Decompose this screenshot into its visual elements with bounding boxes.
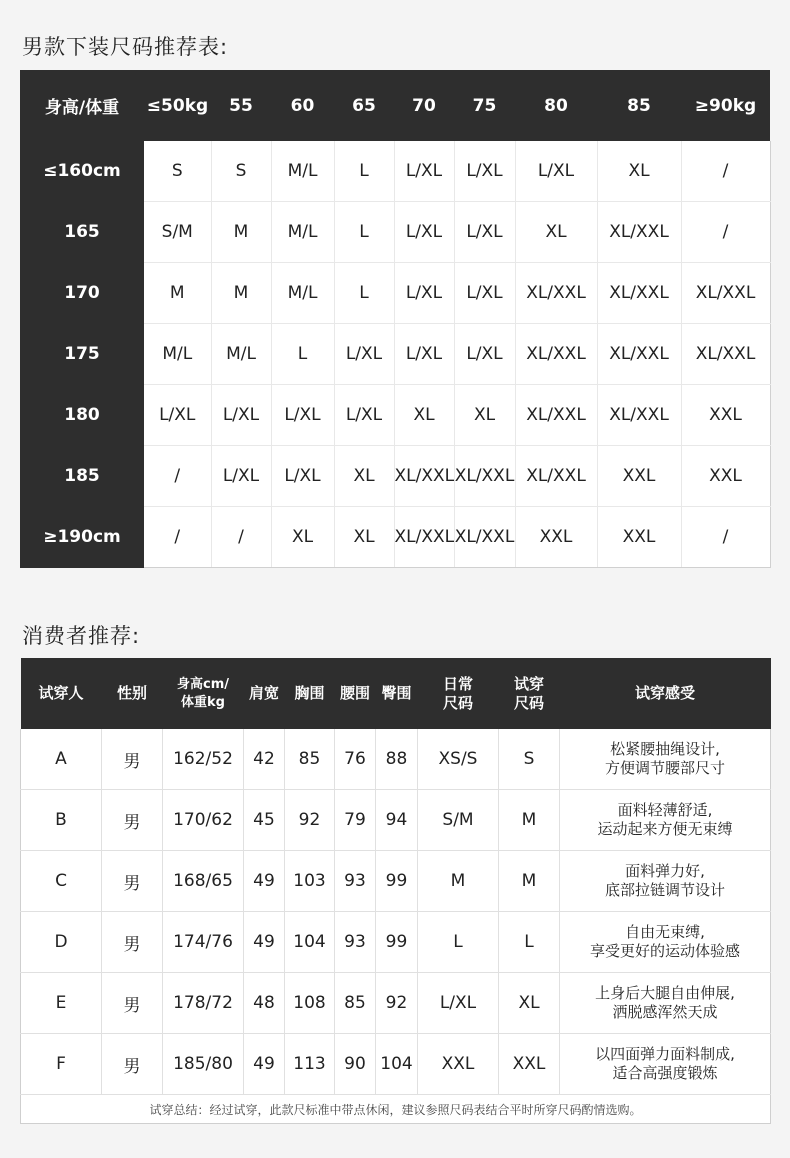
- size-chart-table: [20, 70, 771, 568]
- size-row: [20, 446, 770, 507]
- size-cell: XL/XXL: [681, 263, 770, 324]
- body-cell: 178/72: [163, 973, 244, 1034]
- size-cell: M: [211, 202, 271, 263]
- size-cell: M/L: [271, 141, 334, 202]
- consumer-row: [21, 729, 771, 790]
- gender-cell: 男: [102, 912, 163, 973]
- waist-header: 腰围: [335, 658, 376, 729]
- consumer-row: [21, 790, 771, 851]
- hip-cell: 88: [376, 729, 418, 790]
- size-cell: L/XL: [144, 385, 211, 446]
- trial-size-header: [499, 658, 560, 729]
- waist-cell: 93: [335, 851, 376, 912]
- trial-size-cell: L: [499, 912, 560, 973]
- size-cell: XXL: [515, 507, 597, 568]
- consumer-row: [21, 912, 771, 973]
- feel-line2: 方便调节腰部尺寸: [604, 759, 725, 777]
- feel-cell: [560, 973, 771, 1034]
- size-cell: M: [144, 263, 211, 324]
- shoulder-cell: 49: [244, 1034, 285, 1095]
- size-chart-body: [20, 141, 770, 568]
- height-label: 170: [20, 263, 144, 324]
- tester-header: 试穿人: [21, 658, 102, 729]
- daily-size-cell: L: [418, 912, 499, 973]
- summary-row: [21, 1095, 771, 1124]
- tester-cell: C: [21, 851, 102, 912]
- size-cell: XL/XXL: [454, 446, 515, 507]
- hip-cell: 99: [376, 851, 418, 912]
- size-cell: /: [211, 507, 271, 568]
- trial-size-cell: M: [499, 790, 560, 851]
- daily-size-cell: XS/S: [418, 729, 499, 790]
- shoulder-cell: 49: [244, 912, 285, 973]
- trial-size-cell: S: [499, 729, 560, 790]
- consumer-row: [21, 851, 771, 912]
- waist-cell: 90: [335, 1034, 376, 1095]
- size-cell: L/XL: [271, 446, 334, 507]
- feel-line1: 松紧腰抽绳设计,: [610, 740, 720, 758]
- size-cell: L: [334, 202, 394, 263]
- size-cell: /: [144, 446, 211, 507]
- size-cell: XL/XXL: [515, 385, 597, 446]
- shoulder-cell: 42: [244, 729, 285, 790]
- size-cell: XL: [454, 385, 515, 446]
- size-cell: XL/XXL: [515, 263, 597, 324]
- size-cell: XXL: [597, 507, 681, 568]
- size-cell: S: [211, 141, 271, 202]
- weight-header: ≥90kg: [681, 70, 770, 141]
- body-cell: 174/76: [163, 912, 244, 973]
- gender-cell: 男: [102, 729, 163, 790]
- height-label: ≤160cm: [20, 141, 144, 202]
- size-cell: XL/XXL: [515, 446, 597, 507]
- feel-line2: 底部拉链调节设计: [604, 881, 725, 899]
- body-header-line2: 体重kg: [181, 694, 225, 710]
- size-cell: L/XL: [515, 141, 597, 202]
- chest-cell: 85: [285, 729, 335, 790]
- height-label: 175: [20, 324, 144, 385]
- size-cell: XXL: [681, 446, 770, 507]
- trial-header-line1: 试穿: [513, 674, 544, 693]
- gender-cell: 男: [102, 1034, 163, 1095]
- size-cell: S/M: [144, 202, 211, 263]
- size-cell: L: [271, 324, 334, 385]
- feel-line1: 以四面弹力面料制成,: [595, 1045, 735, 1063]
- weight-header: ≤50kg: [144, 70, 211, 141]
- hip-header: 臀围: [376, 658, 418, 729]
- tester-cell: F: [21, 1034, 102, 1095]
- trial-header-line2: 尺码: [513, 693, 544, 712]
- weight-header: 70: [394, 70, 454, 141]
- feel-line2: 洒脱感浑然天成: [612, 1003, 718, 1021]
- chest-cell: 92: [285, 790, 335, 851]
- chest-cell: 103: [285, 851, 335, 912]
- shoulder-header: 肩宽: [244, 658, 285, 729]
- size-cell: M/L: [271, 202, 334, 263]
- trial-size-cell: M: [499, 851, 560, 912]
- chest-cell: 104: [285, 912, 335, 973]
- tester-cell: A: [21, 729, 102, 790]
- feel-cell: [560, 912, 771, 973]
- hip-cell: 94: [376, 790, 418, 851]
- weight-header: 65: [334, 70, 394, 141]
- size-cell: L/XL: [454, 263, 515, 324]
- gender-cell: 男: [102, 790, 163, 851]
- daily-size-header: [418, 658, 499, 729]
- size-cell: XL: [515, 202, 597, 263]
- weight-header: 80: [515, 70, 597, 141]
- consumer-row: [21, 973, 771, 1034]
- size-cell: L/XL: [394, 141, 454, 202]
- body-cell: 168/65: [163, 851, 244, 912]
- size-cell: L/XL: [211, 385, 271, 446]
- size-row: [20, 385, 770, 446]
- size-cell: /: [144, 507, 211, 568]
- summary-text: 试穿总结：经过试穿，此款尺标准中带点休闲，建议参照尺码表结合平时所穿尺码酌情选购。: [21, 1095, 771, 1124]
- size-cell: XXL: [597, 446, 681, 507]
- size-cell: L/XL: [454, 202, 515, 263]
- size-row: [20, 202, 770, 263]
- height-label: 180: [20, 385, 144, 446]
- waist-cell: 93: [335, 912, 376, 973]
- size-cell: L: [334, 263, 394, 324]
- daily-header-line1: 日常: [442, 674, 473, 693]
- size-cell: XL/XXL: [394, 507, 454, 568]
- gender-header: 性别: [102, 658, 163, 729]
- tester-cell: D: [21, 912, 102, 973]
- chest-cell: 113: [285, 1034, 335, 1095]
- size-cell: L/XL: [394, 202, 454, 263]
- size-chart-title: 男款下装尺码推荐表:: [22, 35, 229, 59]
- body-cell: 185/80: [163, 1034, 244, 1095]
- size-cell: XL: [334, 507, 394, 568]
- tester-cell: B: [21, 790, 102, 851]
- size-cell: L/XL: [454, 141, 515, 202]
- size-cell: L/XL: [334, 385, 394, 446]
- feel-line1: 面料弹力好,: [625, 862, 705, 880]
- size-cell: L/XL: [454, 324, 515, 385]
- size-cell: XL/XXL: [394, 446, 454, 507]
- feel-header: 试穿感受: [560, 658, 771, 729]
- size-cell: S: [144, 141, 211, 202]
- consumer-header-row: [21, 658, 771, 729]
- size-cell: XL/XXL: [597, 385, 681, 446]
- weight-header: 60: [271, 70, 334, 141]
- waist-cell: 79: [335, 790, 376, 851]
- size-chart-header-row: [20, 70, 770, 141]
- body-header: [163, 658, 244, 729]
- size-cell: M/L: [144, 324, 211, 385]
- feel-line1: 自由无束缚,: [625, 923, 705, 941]
- consumer-row: [21, 1034, 771, 1095]
- feel-line2: 享受更好的运动体验感: [589, 942, 740, 960]
- gender-cell: 男: [102, 851, 163, 912]
- weight-header: 75: [454, 70, 515, 141]
- size-cell: L/XL: [394, 263, 454, 324]
- daily-size-cell: M: [418, 851, 499, 912]
- size-cell: L/XL: [394, 324, 454, 385]
- size-cell: L: [334, 141, 394, 202]
- size-cell: XL/XXL: [597, 202, 681, 263]
- size-row: [20, 507, 770, 568]
- size-cell: M/L: [211, 324, 271, 385]
- daily-header-line2: 尺码: [442, 693, 473, 712]
- size-cell: L/XL: [334, 324, 394, 385]
- size-cell: /: [681, 202, 770, 263]
- trial-size-cell: XXL: [499, 1034, 560, 1095]
- feel-line2: 适合高强度锻炼: [612, 1064, 718, 1082]
- waist-cell: 76: [335, 729, 376, 790]
- shoulder-cell: 48: [244, 973, 285, 1034]
- hip-cell: 99: [376, 912, 418, 973]
- chest-cell: 108: [285, 973, 335, 1034]
- consumer-title: 消费者推荐:: [22, 624, 141, 648]
- size-cell: /: [681, 141, 770, 202]
- height-label: 165: [20, 202, 144, 263]
- size-cell: XL: [597, 141, 681, 202]
- feel-line1: 面料轻薄舒适,: [617, 801, 713, 819]
- size-cell: XL/XXL: [454, 507, 515, 568]
- size-cell: XL/XXL: [515, 324, 597, 385]
- shoulder-cell: 45: [244, 790, 285, 851]
- size-cell: XXL: [681, 385, 770, 446]
- size-cell: /: [681, 507, 770, 568]
- consumer-body: [21, 729, 771, 1095]
- size-cell: XL/XXL: [597, 263, 681, 324]
- hip-cell: 92: [376, 973, 418, 1034]
- size-cell: XL: [271, 507, 334, 568]
- size-row: [20, 141, 770, 202]
- size-cell: M/L: [271, 263, 334, 324]
- daily-size-cell: XXL: [418, 1034, 499, 1095]
- size-cell: L/XL: [211, 446, 271, 507]
- shoulder-cell: 49: [244, 851, 285, 912]
- feel-cell: [560, 851, 771, 912]
- corner-label: 身高/体重: [20, 70, 144, 141]
- weight-header: 55: [211, 70, 271, 141]
- body-cell: 170/62: [163, 790, 244, 851]
- height-label: 185: [20, 446, 144, 507]
- size-cell: XL/XXL: [597, 324, 681, 385]
- size-row: [20, 324, 770, 385]
- body-cell: 162/52: [163, 729, 244, 790]
- trial-size-cell: XL: [499, 973, 560, 1034]
- height-label: ≥190cm: [20, 507, 144, 568]
- consumer-table: [20, 658, 771, 1124]
- size-cell: L/XL: [271, 385, 334, 446]
- tester-cell: E: [21, 973, 102, 1034]
- size-cell: M: [211, 263, 271, 324]
- daily-size-cell: L/XL: [418, 973, 499, 1034]
- feel-line1: 上身后大腿自由伸展,: [595, 984, 735, 1002]
- waist-cell: 85: [335, 973, 376, 1034]
- gender-cell: 男: [102, 973, 163, 1034]
- weight-header: 85: [597, 70, 681, 141]
- body-header-line1: 身高cm/: [176, 676, 229, 692]
- feel-cell: [560, 729, 771, 790]
- feel-line2: 运动起来方便无束缚: [597, 820, 733, 838]
- feel-cell: [560, 790, 771, 851]
- size-cell: XL: [334, 446, 394, 507]
- daily-size-cell: S/M: [418, 790, 499, 851]
- size-cell: XL: [394, 385, 454, 446]
- hip-cell: 104: [376, 1034, 418, 1095]
- size-cell: XL/XXL: [681, 324, 770, 385]
- chest-header: 胸围: [285, 658, 335, 729]
- size-row: [20, 263, 770, 324]
- feel-cell: [560, 1034, 771, 1095]
